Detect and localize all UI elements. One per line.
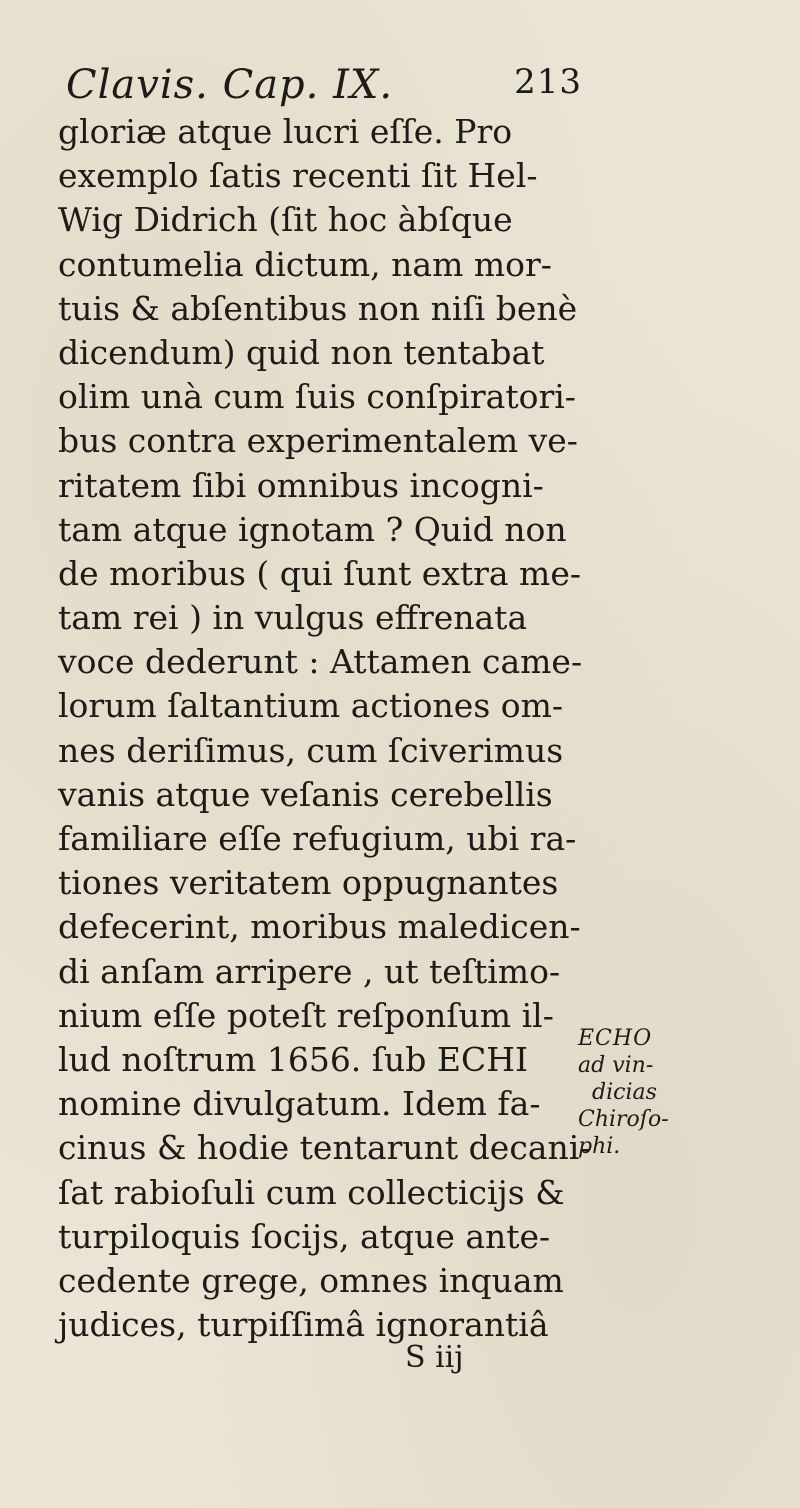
margin-note-line: phi. [578,1134,621,1159]
text-line: defecerint, moribus maledicen- [58,907,581,947]
signature-mark: S iij [405,1340,464,1375]
text-line: cinus & hodie tentarunt decani- [58,1128,591,1168]
text-line: judices, turpiſſimâ ignorantiâ [58,1305,549,1345]
text-line: ſat rabioſuli cum collecticijs & [58,1172,565,1212]
text-line: tuis & abſentibus non niſi benè [58,288,578,328]
margin-note-line: Chiroſo- [578,1107,669,1132]
text-line: familiare eſſe refugium, ubi ra- [58,819,577,858]
text-line: nes deriſimus, cum ſciverimus [58,730,564,770]
text-line: dicendum) quid non tentabat [58,332,545,372]
text-line: tam rei ) in vulgus effrenata [58,598,528,638]
text-line: vanis atque veſanis cerebellis [58,774,553,814]
text-line: voce dederunt : Attamen came- [58,642,583,682]
text-line: de moribus ( qui ſunt extra me- [58,553,582,593]
text-line: nomine divulgatum. Idem fa- [58,1084,541,1124]
text-line: cedente grege, omnes inquam [58,1260,564,1300]
text-line: tiones veritatem oppugnantes [58,863,559,903]
margin-note-line: ad vin- [578,1053,654,1078]
margin-note [578,1025,718,1160]
body-text [58,110,591,1347]
text-line: olim unà cum ſuis conſpiratori- [58,377,576,417]
text-line: di anſam arripere , ut teſtimo- [58,951,561,991]
page-number: 213 [514,62,582,102]
text-line: Wig Didrich (ſit hoc àbſque [58,200,513,240]
text-line: tam atque ignotam ? Quid non [58,509,567,549]
text-line: contumelia dictum, nam mor- [58,244,552,284]
margin-note-line: ECHO [578,1026,653,1051]
running-head [62,62,582,112]
text-line: exemplo ſatis recenti ſit Hel- [58,156,538,196]
text-line: lorum ſaltantium actiones om- [58,686,564,726]
text-line: ritatem ſibi omnibus incogni- [58,465,544,505]
text-line: turpiloquis ſocijs, atque ante- [58,1216,551,1256]
text-line: gloriæ atque lucri eſſe. Pro [58,112,513,151]
text-line: lud noſtrum 1656. ſub ECHI [58,1039,529,1079]
margin-note-line: dicias [592,1080,657,1105]
running-title: Clavis. Cap. IX. [66,62,394,108]
text-line: bus contra experimentalem ve- [58,421,578,461]
text-line: nium eſſe poteſt reſponſum il- [58,995,554,1035]
